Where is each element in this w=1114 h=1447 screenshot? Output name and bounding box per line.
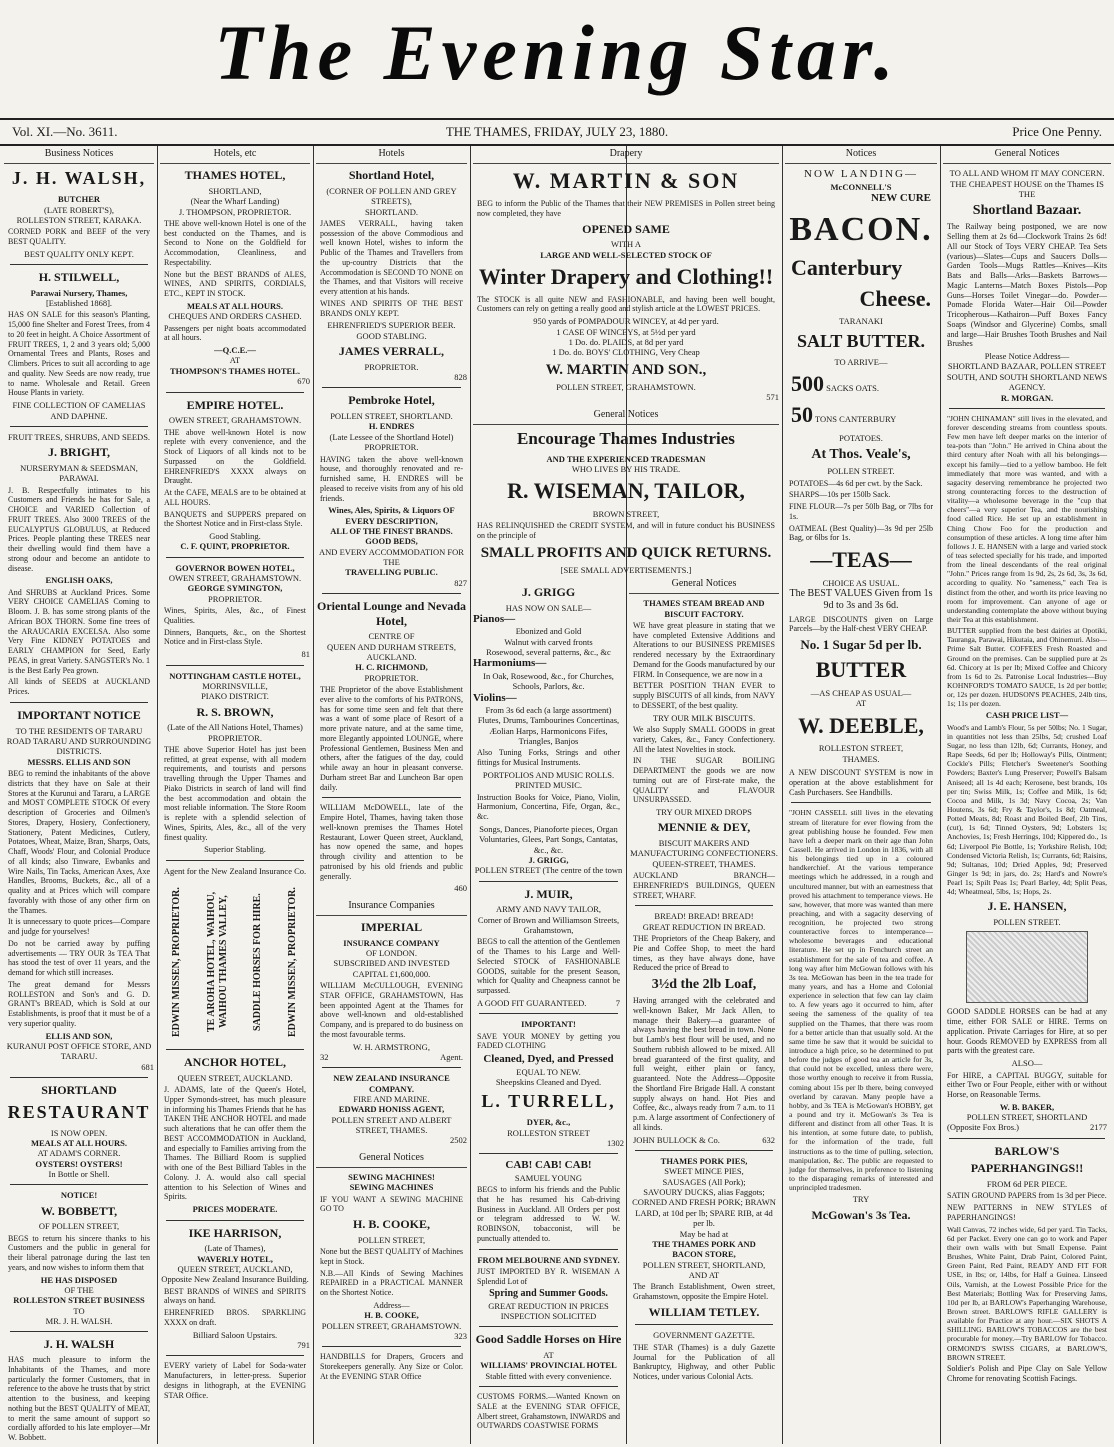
ad-pembroke-hotel: Pembroke Hotel, POLLEN STREET, SHORTLAND. H. ENDRES (Late Lessee of the Shortland Hotel) PROPRIETOR. HAVING taken the above well-known house, and thoroughly renovated and re-furnished same, H. ENDRES will be pleased to receive visits from any of his old friends. Wines, Ales, Spirits, & Liquors OF EVERY DESCRIPTION, ALL OF THE FINEST BRANDS. GOOD BEDS, AND EVERY ACCOMMODATION FOR THE TRAVELLING PUBLIC. 827 — [319, 393, 467, 588]
cash-price-list: Wood's and Lamb's Flour, 5s per 50lbs; No. 1 Sugar, in quantities not less than 25lbs, 5d; crushed Loaf Sugar, no less than 12lb, 6d; Currants, Honey, and Rape Seeds, 6d per lb; Holloway's Pills, Ointment; Cockle's Pills; Fletcher's Sweetener's Soothing Powders; Baxter's Lung Preserver; Powell's Balsam Aniseed; all 1s 4d each; Kerosene, best brands, 10s per tin; Swiss Milk, 1s; Coffee and Milk, 1s 6d; Cocoa and Milk, 1s 3d; Navy Cocoa, 2s; Van Houtens, 3s 6d; Fry & Taylor's, 1s 8d; Oatmeal, Potted Meats, 8d; Roast and Boiled Beef, 2lb Tins, (cut), 1s 6d; Tinned Oysters, 9d; Lobsters 1s; Anchovies, 1s; Fresh Herrings, 10d; Kippered do., 1s 6d; Liverpool Pie Bottle, 1s; Yorkshire Relish, 10d; Condensed Victoria Relish, 1s; Currants, 6d; Raisins, 9d; Sultanas, 10d; Dried Apples, 9d; Preserved Ginger 1s 9d; in jars, do. 2s; Hard's and Nowre's Pearl 1s; Spilt Peas 1s; Pearl Barley, 4d; Split Peas, 4d; Wheatmeal, 5lbs, 1s; Hops, 2s. — [947, 722, 1107, 897]
ad-stilwell-nursery: H. STILWELL, Parawai Nursery, Thames, [Established 1868]. HAS ON SALE for this season's Planting, 15,000 fine Shelter and Forest Trees, from 4 to 20 feet in height. A Choice Assortment of FRUIT TREES, 1, 2 and 3 years old; 5,000 Ornamental Trees and Plants, Roses and Climbers. Prices to suit all according to age and quality. New Seeds are now ready, true to name. Wholesale and Retail. Green House Plants in variety. FINE COLLECTION OF CAMELIAS AND DAPHNE. — [8, 270, 150, 421]
columns — [0, 146, 1114, 1447]
ad-bobbett-notice: NOTICE! W. BOBBETT, OF POLLEN STREET, BEGS to return his sincere thanks to his Customers and the public in general for their liberal patronage during the last ten years, and now wishes to inform them that HE HAS DISPOSED OF THE ROLLESTON STREET BUSINESS TO MR. J. H. WALSH. — [8, 1190, 150, 1327]
ad-grigg-music: J. GRIGG HAS NOW ON SALE— Pianos— Ebonized and Gold Walnut with carved fronts Rosewood, several patterns, &c., &c Harmoniums— In Oak, Rosewood, &c., for Churches, Schools, Parlors, &c. Violins— From 3s 6d each (a large assortment) Flutes, Drums, Tambourines Concertinas, Æolian Harps, Harmonicons Fifes, Triangles, Banjos Also Tuning Forks, Strings and other fittings for Musical Instruments. PORTFOLIOS AND MUSIC ROLLS. PRINTED MUSIC. Instruction Books for Voice, Piano, Violin, Harmonium, Concertina, Fife, Organ, &c., &c. Songs, Dances, Pianoforte pieces, Organ Voluntaries, Glees, Part Songs, Cantatas, &c., &c. J. GRIGG, POLLEN STREET (The centre of the town — [473, 585, 623, 876]
section-header: Hotels — [316, 146, 467, 164]
ad-oriental-lounge: Oriental Lounge and Nevada Hotel, CENTRE OF QUEEN AND DURHAM STREETS, AUCKLAND. H. C. RICHMOND, PROPRIETOR. THE Proprietor of the above Establishment ever alive to the comforts of his PATRONS, has for some time seen and felt that there was a want of some place of Resort of a more private nature, and at the same time, more Elegantly appointed LOUNGE, where Professional Gentlemen, Business Men and others, after the fatigues of the day, could while away an hour in pleasant converse. Durham street Bar and Luncheon Bar open daily. — [316, 599, 466, 792]
masthead — [0, 0, 1114, 110]
ad-labels: EVERY variety of Label for Soda-water Manufacturers, in letter-press. Superior designs in lithograph, at the EVENING STAR Office. — [164, 1361, 306, 1400]
ad-empire-hotel: EMPIRE HOTEL. OWEN STREET, GRAHAMSTOWN. THE above well-known Hotel is now replete with every convenience, and the Stock of Liquors of all kinds not to be Surpassed on the Goldfield. EHRENFRIED'S XXXX always on Draught. At the CAFE, MEALS are to be obtained at ALL HOURS. BANQUETS and SUPPERS prepared on the Shortest Notice and in First-class Style. Good Stabling. C. F. QUINT, PROPRIETOR. — [164, 397, 306, 552]
mcgowan-tea: McGowan's 3s Tea. — [811, 1207, 911, 1222]
column-general-notices: General Notices TO ALL AND WHOM IT MAY CONCERN. THE CHEAPEST HOUSE on the Thames IS THE Shortland Bazaar. The Railway being postponed, we are now Selling them at 2s 6d—Clockwork Trains 2s 6d! All our Stock of Toys VERY CHEAP. Tea Sets (various)—Slates—Cups and Saucers Dolls—Garden Tools—Mugs Rattles—Knives—Kits Bats and Balls—Arks—Baskets Barrows—Magic Lanterns—Match Boxes Pistols—Pop Guns—Horses Toilet Vinegar—do. Powder—Pomade Florida Water—Hair Oil—Powder Tricopherous—Kathairon—Puff Boxes Fancy Soaps (Windsor and Glycerine) Combs, small and large—Hair Brushes Tooth Brushes and Nail Brushes Please Notice Address— SHORTLAND BAZAAR, POLLEN STREET SOUTH, AND SOUTH SHORTLAND NEWS AGENCY. R. MORGAN. "JOHN CHINAMAN" still lives in the elevated, and forever descending streams from countless spouts. Few men have left deeper marks on the interior of tea-pots than "John." He arrived in China about the third century after Noah with all his belongings—except his family—tied to a yellow bamboo. He felt immediately that more was wanted, and with a sagacity deserving remembrance he projected two strong counteracting forces to the destruction of vitality—a wholesome beverage in the "cup that cheers"—a very superior Tea, and the nourishing food called Rice. He set up an establishment in Ching Chow Foo for the production and consumption of these articles. A long time after him follows J. E. HANSEN with a large and varied stock of teas selected specially for his trade, and imported from the lineal descendants of the real original "John." Prices range from 1s 9d, 2s, 2s 6d, 3s, 3s 6d, according to quality. No "sameness," each Tea is distinct from the other, and worth its price leaving no room for improvement. Can anyone of age or understanding contemplate the above without buying their Tea at this establishment. BUTTER supplied from the best dairies at Opotiki, Tauranga, Parawai, Hikutaia, and Ohinemuri. Also—Prime Salt Butter. COFFEES Fresh Roasted and Ground on the premises. Can be supplied pure at 2s 6d. Chicory at 1s per lb; Mixed Coffee and Chicory from 1s 6d to 2s. Patronise Local Industries—Buy KOHNFORD'S TOMATO SAUCE, 1s 2d per bottle; or, 12s per dozen. HUDSON'S PEACHES, 24lb tins, 1s; 11s per dozen. CASH PRICE LIST— Wood's and Lamb's Flour, 5s per 50lbs; No. 1 Sugar, in quantities not less than 25lbs, 5d; crushed Loaf Sugar, no less than 12lb, 6d; Currants, Honey, and Rape Seeds, 6d per lb; Holloway's Pills, Ointment; Cockle's Pills; Fletcher's Sweetener's Soothing Powders; Baxter's Lung Preserver; Powell's Balsam Aniseed; all 1s 4d each; Kerosene, best brands, 10s per tin; Swiss Milk, 1s; Coffee and Milk, 1s 6d; Cocoa and Milk, 1s 3d; Navy Cocoa, 2s; Van Houtens, 3s 6d; Fry & Taylor's, 1s 8d; Oatmeal, Potted Meats, 8d; Roast and Boiled Beef, 2lb Tins, (cut), 1s 6d; Tinned Oysters, 9d; Lobsters 1s; Anchovies, 1s; Fresh Herrings, 10d; Kippered do., 1s 6d; Liverpool Pie Bottle, 1s; Yorkshire Relish, 10d; Condensed Victoria Relish, 1s; Currants, 6d; Raisins, 9d; Sultanas, 10d; Dried Apples, 9d; Preserved Ginger 1s 9d; in jars, do. 2s; Hard's and Nowre's Pearl 1s; Spilt Peas 1s; Pearl Barley, 4d; Split Peas, 4d; Wheatmeal, 5lbs, 1s; Hops, 2s. J. E. HANSEN, POLLEN STREET. GOOD SADDLE HORSES can be had at any time, either FOR SALE or HIRE. Terms on application. Private Carriages for Hire, at so per hour. Goods REMOVED by EXPRESS from all parts with the greatest care. ALSO— For HIRE, a CAPITAL BUGGY, suitable for either Two or Four People, either with or without Horse, on Reasonable Terms. W. B. BAKER, POLLEN STREET, SHORTLAND (Opposite Fox Bros.) 2177 BARLOW'S PAPERHANGINGS!! FROM 6d PER PIECE. SATIN GROUND PAPERS from 1s 3d per Piece. NEW PATTERNS in NEW STYLES of PAPERHANGINGS! Wall Canvas, 72 inches wide, 6d per yard. Tin Tacks, 6d per Packet. Every one can go to work and Paper their own walls with but Small Expense. Paint Brushes, White Paint, Drab Paint, Colored Paint, Green Paint, Red Paint, READY AND FIT FOR USE, in lbs; or, 14lbs, for Half a Guinea. Linseed Oils, Varnish, at the Lowest Possible Price for the Best Materials; Bottling Wax for Preserving Jams, 10d per lb, at BARLOW's Paperhanging Warehouse, Brown street. BARLOW'S RIFLE GALLERY is available for Practice at any hour.—SIX SHOTS A SHILLING. BARLOW'S TOBACCOS are the best procurable for money.—Try BARLOW for Tobacco. ORMOND'S SWISS CIGARS, at BARLOW'S, BROWN STREET. Soldier's Polish and Pipe Clay on Sale Yellow Chrome for renovating Scottish Facings. — [943, 146, 1111, 1444]
ad-cab: CAB! CAB! CAB! SAMUEL YOUNG BEGS to inform his friends and the Public that he has resumed his Cab-driving Business in Auckland. All Orders per post or telegram addressed to W. W. ROBINSON, tobacconist, will be punctually attended to. — [477, 1159, 620, 1243]
column-general-notices-b — [629, 576, 779, 1444]
ad-baker-horses: GOOD SADDLE HORSES can be had at any time, either FOR SALE or HIRE. Terms on application. Private Carriages for Hire, at so per hour. Goods REMOVED by EXPRESS from all parts with the greatest care. ALSO— For HIRE, a CAPITAL BUGGY, suitable for either Two or Four People, either with or without Horse, on Reasonable Terms. W. B. BAKER, POLLEN STREET, SHORTLAND (Opposite Fox Bros.) 2177 — [947, 1007, 1107, 1133]
section-header: Hotels, etc — [160, 146, 310, 164]
section-header: General Notices — [943, 146, 1111, 164]
ad-saddle-horses: Good Saddle Horses on Hire AT WILLIAMS' PROVINCIAL HOTEL Stable fitted with every convenience. — [475, 1332, 622, 1381]
ad-melbourne-sydney: FROM MELBOURNE AND SYDNEY. JUST IMPORTED BY R. WISEMAN A Splendid Lot of Spring and Summer Goods. GREAT REDUCTION IN PRICES INSPECTION SOLICITED — [477, 1254, 620, 1321]
section-header: Insurance Companies — [316, 898, 467, 916]
ad-john-chinaman-tea: "JOHN CHINAMAN" still lives in the elevated, and forever descending streams from countless spouts. Few men have left deeper marks on the interior of tea-pots than "John." He arrived in China about the third century after Noah with all his belongings—except his family—tied to a yellow bamboo. He felt immediately that more was wanted, and with a sagacity deserving remembrance he projected two strong counteracting forces to the destruction of vitality—a wholesome beverage in the "cup that cheers"—a very superior Tea, and the nourishing food called Rice. He set up an establishment in Ching Chow Foo for the production and consumption of these articles. A long time after him follows J. E. HANSEN with a large and varied stock of teas selected specially for his trade, and imported from the lineal descendants of the real original "John." Prices range from 1s 9d, 2s, 2s 6d, 3s, 3s 6d, according to quality. No "sameness," each Tea is distinct from the other, and worth its price leaving no room for improvement. Can anyone of age or understanding contemplate the above without buying their Tea at this establishment. — [947, 413, 1107, 624]
ad-shortland-restaurant: SHORTLAND RESTAURANT IS NOW OPEN. MEALS AT ALL HOURS. AT ADAM'S CORNER. OYSTERS! OYSTERS! In Bottle or Shell. — [7, 1082, 151, 1179]
ad-steam-bread: THAMES STEAM BREAD AND BISCUIT FACTORY. WE have great pleasure in stating that we have completed Extensive Additions and Alterations to our BUSINESS PREMISES rendered necessary by the Extraordinary Demand for the Goods manufactured by our FIRM. In Consequence, we are now in a BETTER POSITION THAN EVER to supply BISCUITS of all kinds, from NAVY to DESSERT, of the best quality. TRY OUR MILK BISCUITS. We also Supply SMALL GOODS in great variety, Cakes, &c., Fancy Confectionery. All the latest Novelties in stock. IN THE SUGAR BOILING DEPARTMENT the goods we are now turning out are of First-rate make, the QUALITY and FLAVOUR UNSURPASSED. TRY OUR MIXED DROPS MENNIE & DEY, BISCUIT MAKERS AND MANUFACTURING CONFECTIONERS. QUEEN-STREET, THAMES. AUCKLAND BRANCH—EHRENFRIED'S BUILDINGS, QUEEN STREET, WHARF. — [630, 598, 778, 900]
newspaper-title: The Evening Star. — [214, 9, 900, 96]
volume-number: Vol. XI.—No. 3611. — [12, 124, 118, 139]
ad-turrell-dyer: IMPORTANT! SAVE YOUR MONEY by getting you FADED CLOTHING Cleaned, Dyed, and Pressed EQUAL TO NEW. Sheepskins Cleaned and Dyed. L. TURRELL, DYER, &c., ROLLESTON STREET 1302 — [477, 1019, 624, 1148]
ad-shortland-hotel: Shortland Hotel, (CORNER OF POLLEN AND GREY STREETS), SHORTLAND. JAMES VERRALL, having taken possession of the above Commodious and well known Hotel, wishes to inform the Public of the Thames and Travellers from the up-country Districts that the Accommodation is SECOND TO NONE on the Thames, and that Visitors will receive every attention at his hands. WINES AND SPIRITS OF THE BEST BRANDS ONLY KEPT. EHRENFRIED'S SUPERIOR BEER. GOOD STABLING. JAMES VERRALL, PROPRIETOR. 828 — [320, 168, 467, 383]
ad-thames-hotel: THAMES HOTEL, SHORTLAND, (Near the Wharf Landing) J. THOMPSON, PROPRIETOR. THE above well-known Hotel is one of the best conducted on the Thames, and is Second to None on the Goldfield for Accommodation, Cleanliness, and Respectability. None but the BEST BRANDS of ALES, WINES, AND SPIRITS, CORDIALS, ETC., KEPT IN STOCK. MEALS AT ALL HOURS. CHEQUES AND ORDERS CASHED. Passengers per night boats accommodated at all hours. —Q.C.E.— AT THOMPSON'S THAMES HOTEL. 670 — [164, 168, 310, 387]
ad-bread: BREAD! BREAD! BREAD! GREAT REDUCTION IN BREAD. THE Proprietors of the Cheap Bakery, and Pie and Coffee Shop, to meet the hard times, as they have always done, have Reduced the price of Bread to 3½d the 2lb Loaf, Having arranged with the celebrated and well-known Baker, Mr Jack Allen, to manage their Bakery—a guarantee of always having the best bread in town. None but Lamb's best flour will be used, and no Southern rubbish allowed to be mixed. All bread guaranteed of the first quality, and full weight, either plain or fancy, guaranteed. Note the Address—Opposite the Shortland Fire Brigade Hall. A constant supply always on hand. Hot Pies and Coffee, &c., always ready from 7 a.m. to 11 p.m. A large assortment of Confectionery of all kinds. JOHN BULLOCK & Co. 632 — [633, 911, 775, 1145]
column-hotels-insurance — [316, 146, 467, 1444]
section-header: General Notices — [316, 1150, 467, 1168]
ad-mcgowan-tea-text: "JOHN CASSELL still lives in the elevating stream of literature for ever flowing from the great publishing house he founded. Few men have left a deeper mark on their age than John Cassell. He arrived in London in 1836, with all his belongings tied up in a coloured handkerchief. At the various temperance meetings which he addressed, in a rough and uncultured manner, but with an earnestness that proved his attachment to temperance views. He saw, however, that more was wanted than mere preaching, and with a sagacity deserving of recognition, he projected two strong counteractive forces to intemperance—wholesome beverages and educational literature. He set up in Fenchurch street an establishment for the sale of tea and coffee. A long way after him McGowan follows with his 3s tea. McGowan has been in the tea trade for many years, and has a Home and Colonial experience in selection that few can lay claim to. A few years ago it occurred to him, after seeing the sameness of the quality of tea supplied on the Thames, that there was room for a better article than that usually sold. At the same time he saw that it would be suicidal to introduce a high price, so he determined to put before the judges of good tea an article for 3s, that could not be excelled, unless there were, those worthy enough to receive it from Russia, coming about 15s per lb there, being conveyed overland by caravan. Many people have a hobby, and 3s TEA is McGowan's HOBBY, get a pound and try it. McGowan's 3s Tea is different and distinct from all other Teas. It is his intention, at some future date, to publish, for the information of the trade, full instructions as to the time of pulling, selection, manipulation, &c. The public are requested to judge for themselves, in preference to listening to the disparaging remarks of interested and unprincipled tradesmen. — [789, 808, 933, 1193]
column-drapery — [473, 146, 779, 576]
place-date: THE THAMES, FRIDAY, JULY 23, 1880. — [445, 124, 669, 139]
section-header: General Notices — [629, 576, 779, 594]
ad-wiseman-tailor: Encourage Thames Industries AND THE EXPERIENCED TRADESMAN WHO LIVES BY HIS TRADE. R. WISEMAN, TAILOR, BROWN STREET, HAS RELINQUISHED the CREDIT SYSTEM, and will in future conduct his BUSINESS on the principle of SMALL PROFITS AND QUICK RETURNS. [SEE SMALL ADVERTISEMENTS.] — [477, 428, 775, 576]
column-hotels — [160, 146, 310, 1444]
ad-barlow-paperhangings: BARLOW'S PAPERHANGINGS!! FROM 6d PER PIECE. SATIN GROUND PAPERS from 1s 3d per Piece. NEW PATTERNS in NEW STYLES of PAPERHANGINGS! Wall Canvas, 72 inches wide, 6d per yard. Tin Tacks, 6d per Packet. Every one can go to work and Paper their own walls with but Small Expense. Paint Brushes, White Paint, Drab Paint, Colored Paint, Green Paint, Red Paint, READY AND FIT FOR USE, in lbs; or, 14lbs, for Half a Guinea. Linseed Oils, Varnish, at the Lowest Possible Price for the Best Materials; Bottling Wax for Preserving Jams, 10d per lb, at BARLOW's Paperhanging Warehouse, Brown street. BARLOW'S RIFLE GALLERY is available for Practice at any hour.—SIX SHOTS A SHILLING. BARLOW'S TOBACCOS are the best procurable for money.—Try BARLOW for Tobacco. ORMOND'S SWISS CIGARS, at BARLOW'S, BROWN STREET. Soldier's Polish and Pipe Clay on Sale Yellow Chrome for renovating Scottish Facings. — [947, 1143, 1107, 1383]
section-header: General Notices — [473, 407, 779, 425]
horse-carriage-engraving — [966, 931, 1088, 1003]
ad-ellis-and-son: IMPORTANT NOTICE TO THE RESIDENTS OF TARARU ROAD TARARU AND SURROUNDING DISTRICTS. MESSRS. ELLIS AND SON BEG to remind the inhabitants of the above districts that they have on Sale at their Stores at the Kurunui and Tararu, a LARGE and MOST COMPLETE STOCK Of every description of Groceries and Oilmen's Stores, Drapery, Hosiery, Confectionery, Stationery, Patent Medicines, Cutlery, Potatoes, Wheat, Maize, Bran, Sharps, Oats, Chaff, Woods' Flour, and Colonial Produce of all kinds; also Tinware, Ewbanks and Wire Nails, Tin Tacks, American Axes, Axe Handles, Brooms, Buckets, &c., all of a quality and at Prices which will compare favorably with those of any other firm on the Thames. It is unnecessary to quote prices—Compare and judge for yourselves! Do not be carried away by puffing advertisements — TRY OUR 3s TEA That has stood the test of over 11 years, and the demand for which still increases. The great demand for Messrs ROLLESTON and Son's and G. D. GRANT's BREAD, which is Sold at our Establishments, is proof that it must be of a very superior quality. ELLIS AND SON, KURANUI POST OFFICE STORE, AND TARARU. 681 — [6, 707, 154, 1072]
ad-veale-provisions: NOW LANDING— McCONNELL'S NEW CURE BACON. Canterbury Cheese. TARANAKI SALT BUTTER. TO ARRIVE— 500 SACKS OATS. 50 TONS CANTERBURY POTATOES. At Thos. Veale's, POLLEN STREET. POTATOES—4s 6d per cwt. by the Sack. SHARPS—10s per 150lb Sack. FINE FLOUR—7s per 50lb Bag, or 7lbs for 1s. OATMEAL (Best Quality)—3s 9d per 25lb Bag, or 6lbs for 1s. —TEAS— CHOICE AS USUAL. The BEST VALUES Given from 1s 9d to 3s and 3s 6d. LARGE DISCOUNTS given on Large Parcels—by the Half-chest VERY CHEAP. No. 1 Sugar 5d per lb. BUTTER —AS CHEAP AS USUAL— AT W. DEEBLE, ROLLESTON STREET, THAMES. — [789, 168, 933, 764]
section-header: Business Notices — [4, 146, 154, 164]
ad-butter-coffees: BUTTER supplied from the best dairies at Opotiki, Tauranga, Parawai, Hikutaia, and Ohinemuri. Also—Prime Salt Butter. COFFEES Fresh Roasted and Ground on the premises. Can be supplied pure at 2s 6d. Chicory at 1s per lb; Mixed Coffee and Chicory from 1s 6d to 2s. Patronise Local Industries—Buy KOHNFORD'S TOMATO SAUCE, 1s 2d per bottle; or, 12s per dozen. HUDSON'S PEACHES, 24lb tins, 1s; 11s per dozen. — [947, 626, 1107, 709]
ad-sewing-machines: SEWING MACHINES! SEWING MACHINES IF YOU WANT A SEWING MACHINE GO TO H. B. COOKE, POLLEN STREET, None but the BEST QUALITY of Machines kept in Stock. N.B.—All Kinds of Sewing Machines REPAIRED in a PRACTICAL MANNER on the Shortest Notice. Address— H. B. COOKE, POLLEN STREET, GRAHAMSTOWN. 323 — [320, 1171, 467, 1341]
ad-mcdowell: WILLIAM McDOWELL, late of the Empire Hotel, Thames, having taken those well-known premises the Thames Hotel Restaurant, Lower Queen street, Auckland, has now opened the same, and hopes through civility and attention to be patronised by his old friends and public generally. 460 — [320, 803, 467, 894]
ad-anchor-hotel: ANCHOR HOTEL, QUEEN STREET, AUCKLAND. J. ADAMS, late of the Queen's Hotel, Upper Symonds-street, has much pleasure in informing his Thames Friends that he has TAKEN THE ANCHOR HOTEL and made such alterations that he can offer them the BEST ACCOMMODATION in Auckland, and especially to Families arriving from the Thames. The Billiard Room is supplied with one of the Best Billiard Tables in the Colony. J. A. would also call special attention to his Selection of Wines and Spirits. PRICES MODERATE. — [164, 1055, 306, 1215]
column-notices: Notices NOW LANDING— McCONNELL'S NEW CURE BACON. Canterbury Cheese. TARANAKI SALT BUTTER. TO ARRIVE— 500 SACKS OATS. 50 TONS CANTERBURY POTATOES. At Thos. Veale's, POLLEN STREET. POTATOES—4s 6d per cwt. by the Sack. SHARPS—10s per 150lb Sack. FINE FLOUR—7s per 50lb Bag, or 7lbs for 1s. OATMEAL (Best Quality)—3s 9d per 25lb Bag, or 6lbs for 1s. —TEAS— CHOICE AS USUAL. The BEST VALUES Given from 1s 9d to 3s and 3s 6d. LARGE DISCOUNTS given on Large Parcels—by the Half-chest VERY CHEAP. No. 1 Sugar 5d per lb. BUTTER —AS CHEAP AS USUAL— AT W. DEEBLE, ROLLESTON STREET, THAMES. A NEW DISCOUNT SYSTEM is now in operation at the above establishment for Cash Purchasers. See Handbills. "JOHN CASSELL still lives in the elevating stream of literature for ever flowing from the great publishing house he founded. Few men have left a deeper mark on their age than John Cassell. He arrived in London in 1836, with all his belongings tied up in a coloured handkerchief. At the various temperance meetings which he addressed, in a rough and uncultured manner, but with an earnestness that proved his attachment to temperance views. He saw, however, that more was wanted than mere preaching, and with a sagacity deserving of recognition, he projected two strong counteractive forces to intemperance—wholesome beverages and educational literature. He set up in Fenchurch street an establishment for the sale of tea and coffee. A long way after him McGowan follows with his 3s tea. McGowan has been in the tea trade for many years, and has a Home and Colonial experience in selection that few can lay claim to. A few years ago it occurred to him, after seeing the sameness of the quality of tea supplied on the Thames, that there was room for a better article than that usually sold. At the same time he saw that it would be suicidal to introduce a high price, so he determined to put before the judges of good tea an article for 3s, that could not be excelled, unless there were, those worthy enough to receive it from Russia, coming about 15s per lb there, being conveyed overland by caravan. Many people have a hobby, and 3s TEA is McGowan's HOBBY, get a pound and try it. McGowan's 3s Tea is different and distinct from all other Teas. It is his intention, at some future date, to publish, for the information of the trade, full instructions as to the time of pulling, selection, manipulation, &c. The public are requested to judge for themselves, in preference to listening to the disparaging remarks of interested and unprincipled tradesmen. TRY McGowan's 3s Tea. — [785, 146, 937, 1444]
column-business-notices — [4, 146, 154, 1444]
ad-martin-and-son: W. MARTIN & SON BEG to inform the Public of the Thames that their NEW PREMISES in Pollen street being now completed, they have OPENED SAME WITH A LARGE AND WELL-SELECTED STOCK OF Winter Drapery and Clothing!! The STOCK is all quite NEW and FASHIONABLE, and having been well bought, Customers can rely on getting a really good and stylish article at the LOWEST PRICES. 950 yards of POMPADOUR WINCEY, at 4d per yard. 1 CASE OF WINCEYS, at 5½d per yard 1 Do. do. PLAIDS, at 8d per yard 1 Do. do. BOYS' CLOTHING, Very Cheap W. MARTIN AND SON., POLLEN STREET, GRAHAMSTOWN. 571 — [477, 168, 779, 403]
ad-walsh-second: J. H. WALSH HAS much pleasure to inform the Inhabitants of the Thames, and more particularly the former Customers, that in reference to the above he trusts that by strict attention to the business, and keeping nothing but the BEST QUALITY of MEAT, to merit the same amount of support so cordially afforded to his late employer—Mr W. Bobbett. — [8, 1337, 150, 1443]
ad-government-gazette: GOVERNMENT GAZETTE. THE STAR (Thames) is a duly Gazette Journal for the Publication of all Bankruptcy, Highway, and other Public Notices, under various Colonial Acts. — [633, 1330, 775, 1382]
ad-imperial-insurance: IMPERIAL INSURANCE COMPANY OF LONDON. SUBSCRIBED AND INVESTED CAPITAL £1,600,000. WILLIAM McCULLOUGH, EVENING STAR OFFICE, GRAHAMSTOWN, Has been appointed Agent at the Thames for above well-known and old-established Company, and is prepared to do business on the most favourable terms. W. H. ARMSTRONG, 32 Agent. — [320, 919, 463, 1062]
ad-nz-insurance: NEW ZEALAND INSURANCE COMPANY. FIRE AND MARINE. EDWARD HONISS AGENT, POLLEN STREET AND ALBERT STREET, THAMES. 2502 — [331, 1073, 467, 1146]
section-header: Drapery — [473, 146, 779, 164]
column-grigg — [473, 582, 624, 1444]
ad-pork-pies: THAMES PORK PIES, SWEET MINCE PIES, SAUSAGES (All Pork); SAVOURY DUCKS, alias Faggots; CORNED AND FRESH PORK; BRAWN LARD, at 10d per lb; SPARE RIB, at 4d per lb. May be had at THE THAMES PORK AND BACON STORE, POLLEN STREET, SHORTLAND, AND AT The Branch Establishment, Owen street, Grahamstown, opposite the Empire Hotel. WILLIAM TETLEY. — [632, 1155, 776, 1319]
dateline — [0, 118, 1114, 146]
ad-nottingham-castle-hotel: NOTTINGHAM CASTLE HOTEL, MORRINSVILLE, PIAKO DISTRICT. R. S. BROWN, (Late of the All Nations Hotel, Thames) PROPRIETOR. THE above Superior Hotel has just been refitted, at great expense, with all modern requirements, and tourists and persons travelling through the Upper Thames and Piako Districts in search of land will find the best accommodation and obtain the most reliable information. The Store Room is replete with a splendid selection of Wines, Spirits, Ales, &c., all of the very finest quality. Superior Stabling. Agent for the New Zealand Insurance Co. — [163, 670, 307, 876]
ad-shortland-bazaar: TO ALL AND WHOM IT MAY CONCERN. THE CHEAPEST HOUSE on the Thames IS THE Shortland Bazaar. The Railway being postponed, we are now Selling them at 2s 6d—Clockwork Trains 2s 6d! All our Stock of Toys VERY CHEAP. Tea Sets (various)—Slates—Cups and Saucers Dolls—Garden Tools—Mugs Rattles—Knives—Kits Bats and Balls—Arks—Baskets Barrows—Magic Lanterns—Match Boxes Pistols—Pop Guns—Horses Toilet Vinegar—do. Powder—Pomade Florida Water—Hair Oil—Powder Tricopherous—Kathairon—Puff Boxes Fancy Soaps (Windsor and Glycerine) Combs, small and large—Hair Brushes Tooth Brushes and Nail Brushes Please Notice Address— SHORTLAND BAZAAR, POLLEN STREET SOUTH, AND SOUTH SHORTLAND NEWS AGENCY. R. MORGAN. — [946, 168, 1108, 403]
ad-muir-tailor: J. MUIR, ARMY AND NAVY TAILOR, Corner of Brown and Williamson Streets, Grahamstown, BEGS to call the attention of the Gentlemen of the Thames to his Large and Well-Selected STOCK of FASHIONABLE GOODS, suitable for the present Season, which for Quality and Cheapness cannot be surpassed. A GOOD FIT GUARANTEED. 7 — [477, 886, 620, 1008]
ad-discount-system: A NEW DISCOUNT SYSTEM is now in operation at the above establishment for Cash Purchasers. See Handbills. — [789, 768, 933, 797]
price: Price One Penny. — [1012, 124, 1102, 139]
ad-bright-nursery: FRUIT TREES, SHRUBS, AND SEEDS. J. BRIGHT, NURSERYMAN & SEEDSMAN, PARAWAI. J. B. Respectfully intimates to his Customers and Friends he has for Sale, a CHOICE and VARIED Collection of FRUIT TREES. Also 3000 TREES of the EUCALYPTUS GLOBULUS, at Reduced Prices. People planting these TREES near their dwelling would find them have a strong odour and become an antidote to disease. ENGLISH OAKS, And SHRUBS at Auckland Prices. Some VERY CHOICE CAMELIAS Coming to Bloom. J. B. has some strong plants of the African BOX THORN. Some fine trees of the ARAUCARIA EXCELSA. Also some Very Fine KIDNEY POTATOES and EARLY CHAMPION for Seed, Early PEAS, in great Variety. SANGSTER's No. 1 is the Best Early Pea grown. All kinds of SEEDS at AUCKLAND Prices. — [7, 431, 151, 697]
ad-walsh-butcher: J. H. WALSH, BUTCHER (LATE ROBERT'S), ROLLESTON STREET, KARAKA. CORNED PORK and BEEF of the very BEST QUALITY. BEST QUALITY ONLY KEPT. — [8, 168, 150, 259]
ad-governor-bowen-hotel: GOVERNOR BOWEN HOTEL, OWEN STREET, GRAHAMSTOWN. GEORGE SYMINGTON, PROPRIETOR. Wines, Spirits, Ales, &c., of Finest Qualities. Dinners, Banquets, &c., on the Shortest Notice and in First-class Style. 81 — [164, 562, 310, 660]
section-header: Notices — [785, 146, 937, 164]
ad-handbills: HANDBILLS for Drapers, Grocers and Storekeepers generally. Any Size or Color. At the EVENING STAR Office — [320, 1352, 463, 1381]
ad-ike-harrison: IKE HARRISON, (Late of Thames), WAVERLY HOTEL, QUEEN STREET, AUCKLAND, Opposite New Zealand Insurance Building. BEST BRANDS of WINES and SPIRITS always on hand. EHRENFRIED BROS. SPARKLING XXXX on draft. Billiard Saloon Upstairs. 791 — [161, 1225, 310, 1350]
ad-customs-forms: CUSTOMS FORMS.—Wanted Known on SALE at the EVENING STAR OFFICE, Albert street, Grahamstown, INWARDS and OUTWARDS COASTWISE FORMS — [477, 1392, 620, 1431]
rotated-ad-te-aroha: EDWIN MISSEN, PROPRIETOR. TE AROHA HOTEL, WAIHOU, WAIHOU THAMES VALLEY, SADDLE HORSES FOR HIRE. EDWIN MISSEN, PROPRIETOR. — [171, 887, 298, 1038]
